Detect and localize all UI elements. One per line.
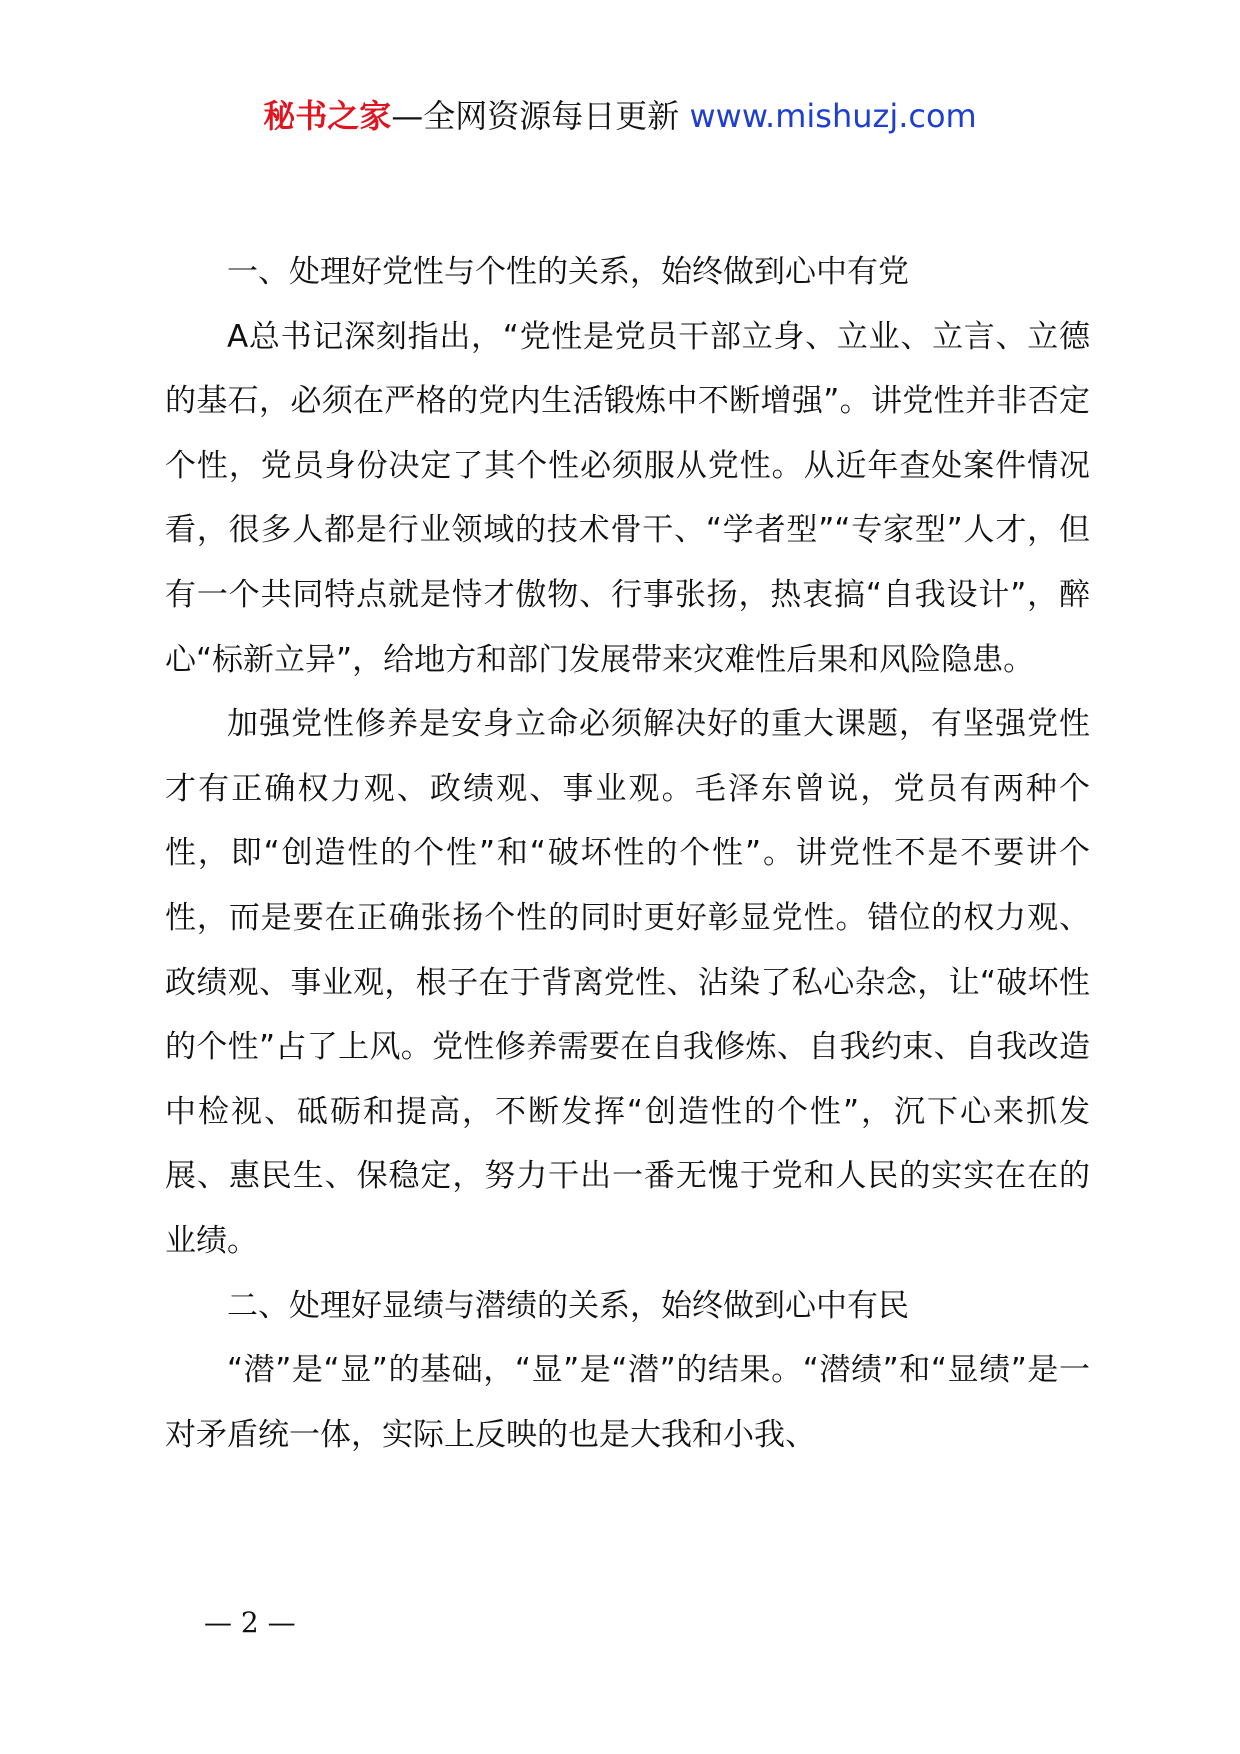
paragraph-3: “潜”是“显”的基础，“显”是“潜”的结果。“潜绩”和“显绩”是一对矛盾统一体，实际上反映的也是大我和小我、 (165, 1352, 1090, 1453)
header-tagline: —全网资源每日更新 (391, 97, 690, 135)
section-heading-2: 二、处理好显绩与潜绩的关系，始终做到心中有民 (227, 1287, 909, 1324)
site-header (0, 96, 1240, 136)
site-url: www.mishuzj.com (689, 97, 977, 135)
paragraph-2: 加强党性修养是安身立命必须解决好的重大课题，有坚强党性才有正确权力观、政绩观、事业观。毛泽东曾说，党员有两种个性，即“创造性的个性”和“破坏性的个性”。讲党性不是不要讲个性，而是要在正确张扬个性的同时更好彰显党性。错位的权力观、政绩观、事业观，根子在于背离党性、沾染了私心杂念，让“破坏性的个性”占了上风。党性修养需要在自我修炼、自我约束、自我改造中检视、砥砺和提高，不断发挥“创造性的个性”，沉下心来抓发展、惠民生、保稳定，努力干出一番无愧于党和人民的实实在在的业绩。 (165, 706, 1090, 1259)
paragraph-1: A总书记深刻指出，“党性是党员干部立身、立业、立言、立德的基石，必须在严格的党内生活锻炼中不断增强”。讲党性并非否定个性，党员身份决定了其个性必须服从党性。从近年查处案件情况看，很多人都是行业领域的技术骨干、“学者型”“专家型”人才，但有一个共同特点就是恃才傲物、行事张扬，热衷搞“自我设计”，醉心“标新立异”，给地方和部门发展带来灾难性后果和风险隐患。 (165, 318, 1090, 678)
page-number: — 2 — (204, 1606, 296, 1639)
brand-name: 秘书之家 (263, 97, 392, 135)
section-heading-1: 一、处理好党性与个性的关系，始终做到心中有党 (227, 254, 909, 290)
document-body (165, 240, 1090, 1467)
